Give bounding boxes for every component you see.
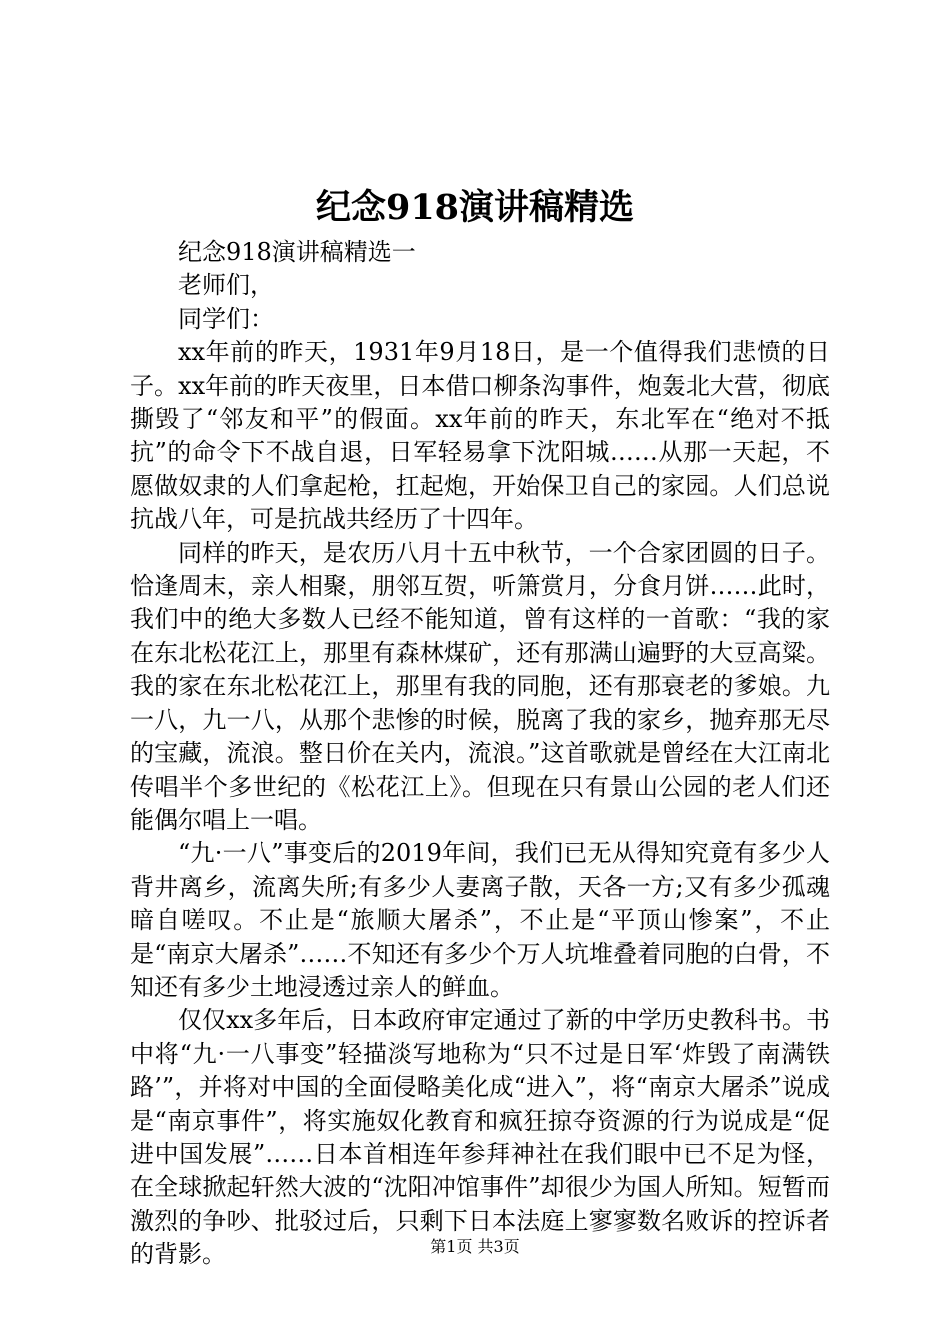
paragraph-subtitle: 纪念918演讲稿精选一 <box>178 238 416 266</box>
paragraph-salutation-students: 同学们： <box>178 304 274 333</box>
paragraph: 仅仅xx多年后，日本政府审定通过了新的中学历史教科书。书中将“九·一八事变”轻描淡写地称为“只不过是日军‘炸毁了南满铁路’”，并将对中国的全面侵略美化成“进入”，将“南京大屠杀”说成是“南京事件”，将实施奴化教育和疯狂掠夺资源的行为说成是“促进中国发展”……日本首相连年参拜神社在我们眼中已不足为怪，在全球掀起轩然大波的“沈阳冲馆事件”却很少为国人所知。短暂而激烈的争吵、批驳过后，只剩下日本法庭上寥寥数名败诉的控诉者的背影。 <box>130 1006 830 1269</box>
paragraph: 同样的昨天，是农历八月十五中秋节，一个合家团圆的日子。恰逢周末，亲人相聚，朋邻互贺，听箫赏月，分食月饼……此时，我们中的绝大多数人已经不能知道，曾有这样的一首歌：“我的家在东北松花江上，那里有森林煤矿，还有那满山遍野的大豆高粱。我的家在东北松花江上，那里有我的同胞，还有那衰老的爹娘。九一八，九一八，从那个悲惨的时候，脱离了我的家乡，抛弃那无尽的宝藏，流浪。整日价在关内，流浪。”这首歌就是曾经在大江南北传唱半个多世纪的《松花江上》。但现在只有景山公园的老人们还能偶尔唱上一唱。 <box>130 538 830 834</box>
paragraph: “九·一八”事变后的2019年间，我们已无从得知究竟有多少人背井离乡，流离失所;有多少人妻离子散，天各一方;又有多少孤魂暗自嗟叹。不止是“旅顺大屠杀”，不止是“平顶山惨案”，不止是“南京大屠杀”……不知还有多少个万人坑堆叠着同胞的白骨，不知还有多少土地浸透过亲人的鲜血。 <box>130 839 830 1001</box>
paragraph-salutation-teachers: 老师们， <box>178 271 274 300</box>
document-title: 纪念918演讲稿精选 <box>315 187 635 228</box>
document-body <box>130 236 830 1272</box>
paragraph: xx年前的昨天，1931年9月18日，是一个值得我们悲愤的日子。xx年前的昨天夜里，日本借口柳条沟事件，炮轰北大营，彻底撕毁了“邻友和平”的假面。xx年前的昨天，东北军在“绝对不抵抗”的命令下不战自退，日军轻易拿下沈阳城……从那一天起，不愿做奴隶的人们拿起枪，扛起炮，开始保卫自己的家园。人们总说抗战八年，可是抗战共经历了十四年。 <box>130 338 830 534</box>
page-number-footer: 第1页 共3页 <box>430 1237 520 1256</box>
